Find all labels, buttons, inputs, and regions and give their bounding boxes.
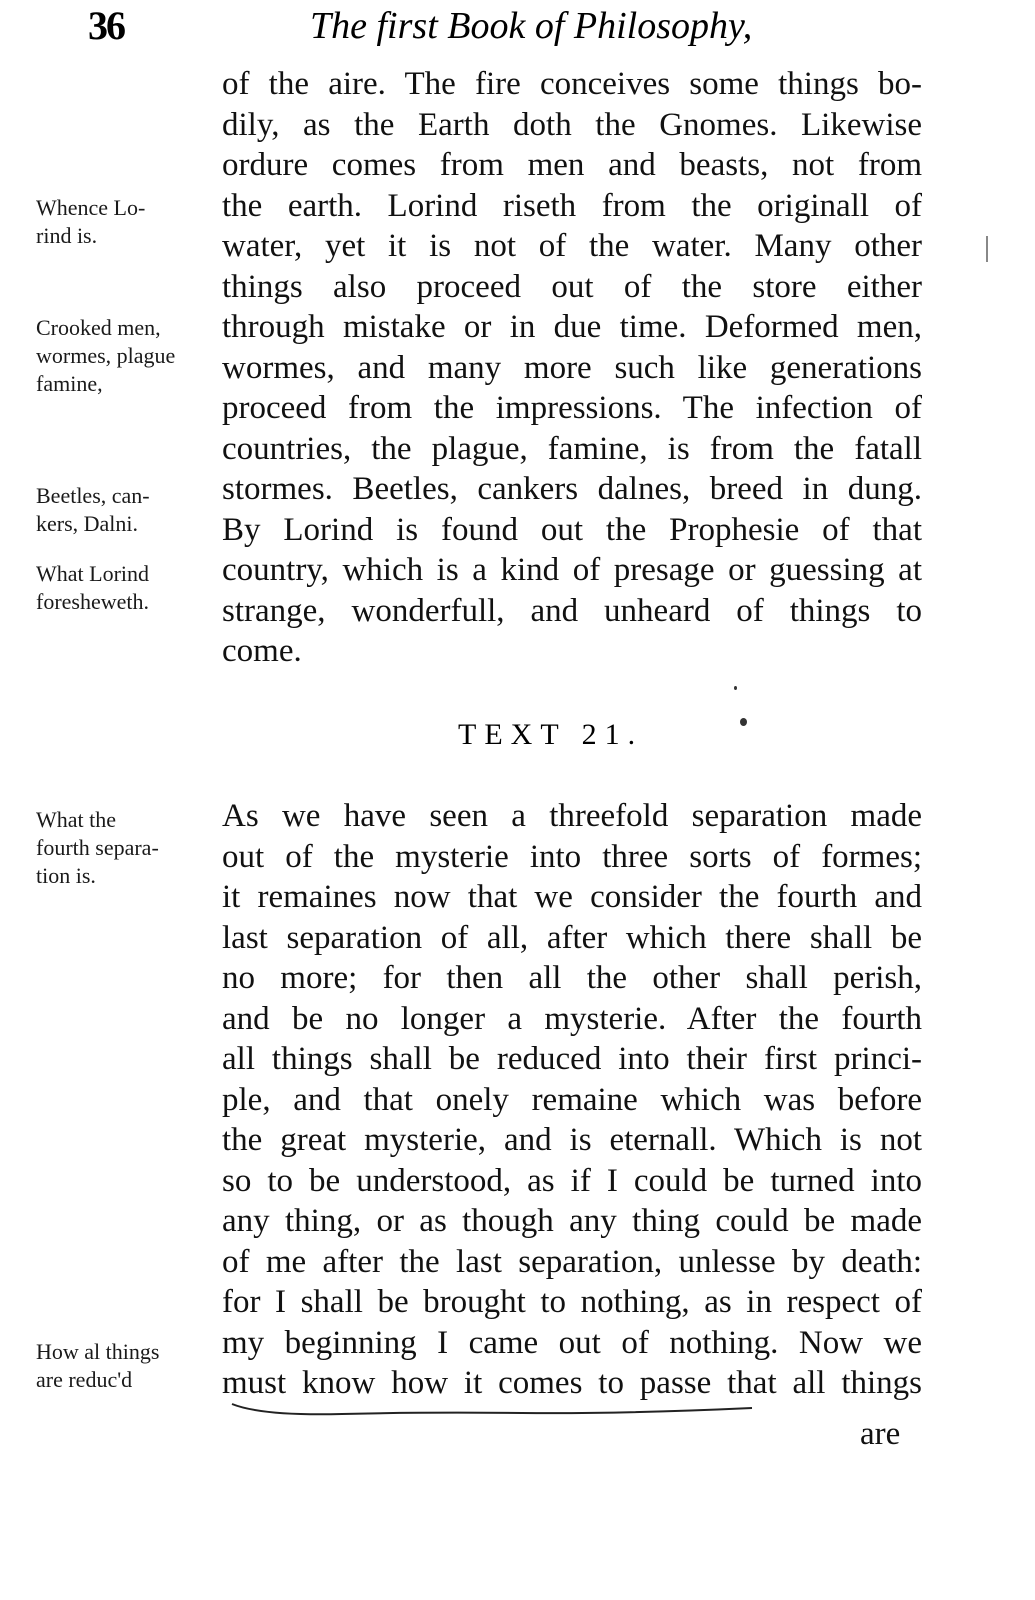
margin-note-lorind-foreshewes	[36, 560, 216, 616]
text-line: stormes. Beetles, cankers dalnes, breed in dung.	[222, 471, 922, 507]
margin-note-crooked-men	[36, 314, 216, 398]
margin-note-line: tion is.	[36, 863, 96, 888]
text-line: out of the mysterie into three sorts of formes;	[222, 838, 922, 875]
page-number: 36	[88, 3, 124, 48]
margin-note-beetles	[36, 482, 216, 538]
text-line: things also proceed out of the store either	[222, 268, 922, 305]
text-line: ple, and that onely remaine which was before	[222, 1081, 922, 1118]
text-line: and be no longer a mysterie. After the fourth	[222, 1000, 922, 1037]
margin-note-line: What the	[36, 807, 117, 832]
text-line: of the aire. The fire conceives some things bo-	[222, 66, 922, 102]
text-line: proceed from the impressions. The infection of	[222, 390, 922, 426]
scan-speck	[734, 686, 737, 690]
margin-note-line: Whence Lo-	[36, 195, 146, 220]
margin-note-line: rind is.	[36, 223, 98, 248]
text-line: so to be understood, as if I could be turned into	[222, 1162, 922, 1199]
text-line: By Lorind is found out the Prophesie of that	[222, 511, 922, 548]
text-line: the earth. Lorind riseth from the originall of	[222, 187, 922, 224]
text-line: dily, as the Earth doth the Gnomes. Likewise	[222, 106, 922, 143]
margin-note-line: are reduc'd	[36, 1367, 133, 1392]
margin-note-all-things-reduced	[36, 1338, 216, 1394]
text-line: country, which is a kind of presage or guessing at	[222, 552, 922, 588]
body-paragraph-text-21	[222, 796, 922, 1404]
margin-note-line: Beetles, can-	[36, 483, 150, 508]
scan-speck	[986, 236, 988, 262]
text-line: all things shall be reduced into their first princi-	[222, 1041, 922, 1077]
text-line: must know how it comes to passe that all things	[222, 1365, 922, 1401]
margin-note-line: Crooked men,	[36, 315, 161, 340]
text-line: any thing, or as though any thing could be made	[222, 1203, 922, 1239]
margin-note-line: What Lorind	[36, 561, 150, 586]
text-line: come.	[222, 633, 302, 669]
catchword: are	[860, 1416, 901, 1452]
scan-speck	[740, 718, 747, 726]
margin-note-line: famine,	[36, 371, 103, 396]
text-line: water, yet it is not of the water. Many other	[222, 228, 922, 264]
text-line: it remaines now that we consider the fourth and	[222, 879, 922, 915]
text-line: strange, wonderfull, and unheard of things to	[222, 592, 922, 629]
margin-note-line: fourth separa-	[36, 835, 159, 860]
margin-note-fourth-separation	[36, 806, 216, 890]
text-line: through mistake or in due time. Deformed men,	[222, 309, 922, 345]
text-line: no more; for then all the other shall perish,	[222, 960, 922, 996]
text-line: ordure comes from men and beasts, not from	[222, 147, 922, 183]
text-line: my beginning I came out of nothing. Now we	[222, 1324, 922, 1361]
handwritten-underline	[222, 1400, 762, 1420]
running-head: The first Book of Philosophy,	[310, 5, 753, 47]
text-line: wormes, and many more such like generations	[222, 349, 922, 386]
text-line: for I shall be brought to nothing, as in respect of	[222, 1284, 922, 1320]
text-line: countries, the plague, famine, is from the fatall	[222, 430, 922, 467]
body-paragraph-continued	[222, 64, 922, 672]
text-line: the great mysterie, and is eternall. Which is not	[222, 1122, 922, 1158]
section-heading: TEXT 21.	[458, 718, 644, 751]
margin-note-whence-lorind	[36, 194, 216, 250]
margin-note-line: How al things	[36, 1339, 160, 1364]
margin-note-line: foresheweth.	[36, 589, 150, 614]
text-line: As we have seen a threefold separation made	[222, 798, 922, 834]
margin-note-line: wormes, plague	[36, 343, 176, 368]
text-line: of me after the last separation, unlesse by death:	[222, 1243, 922, 1280]
text-line: last separation of all, after which there shall be	[222, 919, 922, 956]
margin-note-line: kers, Dalni.	[36, 511, 139, 536]
